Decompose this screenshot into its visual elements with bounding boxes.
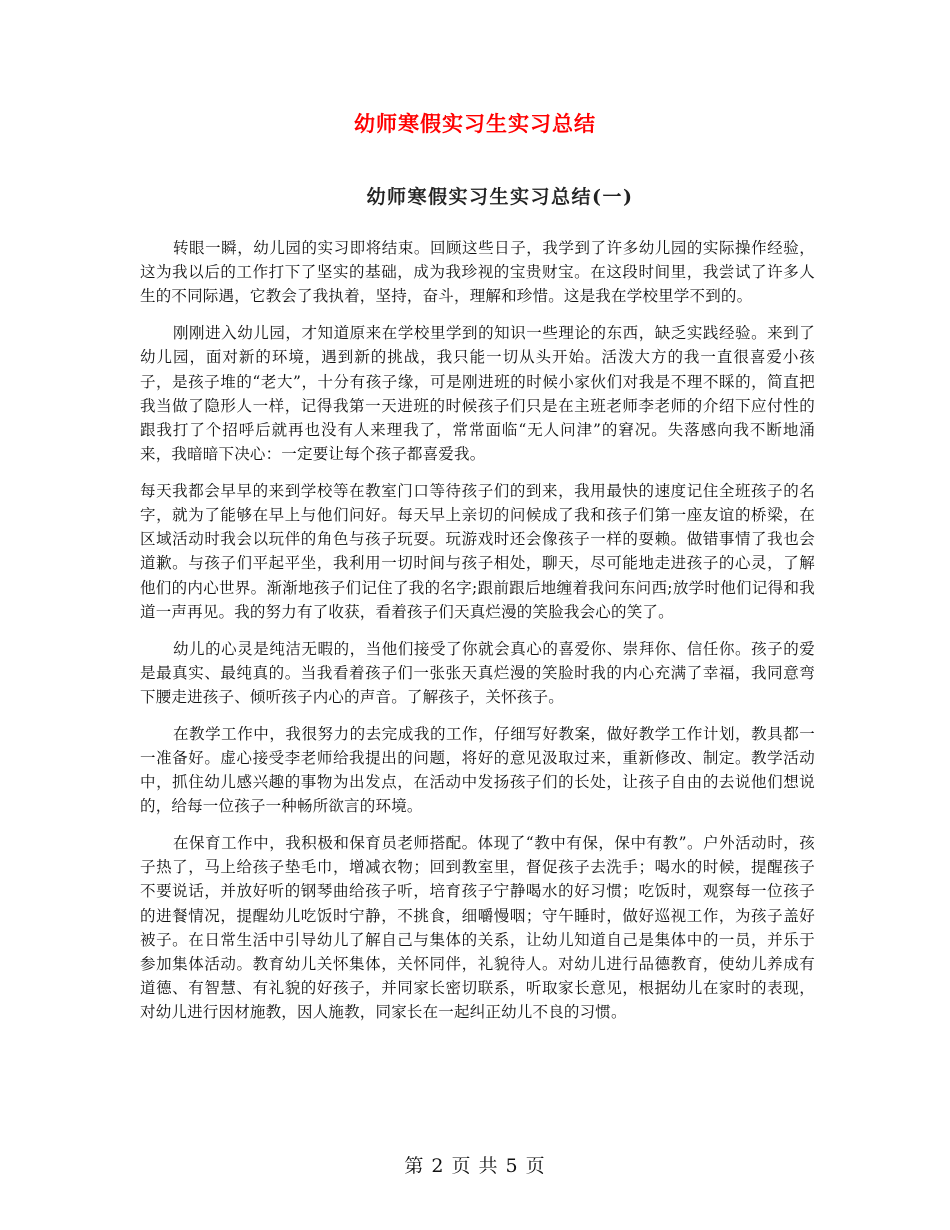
paragraph-3: 每天我都会早早的来到学校等在教室门口等待孩子们的到来，我用最快的速度记住全班孩子的名字，就为了能够在早上与他们问好。每天早上亲切的问候成了我和孩子们第一座友谊的桥梁，在区域活动时我会以玩伴的角色与孩子玩耍。玩游戏时还会像孩子一样的耍赖。做错事情了我也会道歉。与孩子们平起平坐，我利用一切时间与孩子相处，聊天，尽可能地走进孩子的心灵，了解他们的内心世界。渐渐地孩子们记住了我的名字;跟前跟后地缠着我问东问西;放学时他们记得和我道一声再见。我的努力有了收获，看着孩子们天真烂漫的笑脸我会心的笑了。: [140, 481, 815, 621]
page-footer: 第 2 页 共 5 页: [404, 1155, 546, 1177]
paragraph-6: 在保育工作中，我积极和保育员老师搭配。体现了“教中有保，保中有教”。户外活动时，孩子热了，马上给孩子垫毛巾，增减衣物；回到教室里，督促孩子去洗手；喝水的时候，提醒孩子不要说话，并放好听的钢琴曲给孩子听，培育孩子宁静喝水的好习惯；吃饭时，观察每一位孩子的进餐情况，提醒幼儿吃饭时宁静，不挑食，细嚼慢咽；守午睡时，做好巡视工作，为孩子盖好被子。在日常生活中引导幼儿了解自己与集体的关系，让幼儿知道自己是集体中的一员，并乐于参加集体活动。教育幼儿关怀集体，关怀同伴，礼貌待人。对幼儿进行品德教育，使幼儿养成有道德、有智慧、有礼貌的好孩子，并同家长密切联系，听取家长意见，根据幼儿在家时的表现，对幼儿进行因材施教，因人施教，同家长在一起纠正幼儿不良的习惯。: [140, 833, 815, 1022]
paragraph-2: 刚刚进入幼儿园，才知道原来在学校里学到的知识一些理论的东西，缺乏实践经验。来到了幼儿园，面对新的环境，遇到新的挑战，我只能一切从头开始。活泼大方的我一直很喜爱小孩子，是孩子堆的“老大”，十分有孩子缘，可是刚进班的时候小家伙们对我是不理不睬的，简直把我当做了隐形人一样，记得我第一天进班的时候孩子们只是在主班老师李老师的介绍下应付性的跟我打了个招呼后就再也没有人来理我了，常常面临“无人问津”的窘况。失落感向我不断地涌来，我暗暗下决心：一定要让每个孩子都喜爱我。: [140, 324, 815, 464]
paragraph-5: 在教学工作中，我很努力的去完成我的工作，仔细写好教案，做好教学工作计划，教具都一一准备好。虚心接受李老师给我提出的问题，将好的意见汲取过来，重新修改、制定。教学活动中，抓住幼儿感兴趣的事物为出发点，在活动中发扬孩子们的长处，让孩子自由的去说他们想说的，给每一位孩子一种畅所欲言的环境。: [140, 724, 815, 816]
document-subtitle: 幼师寒假实习生实习总结(一): [366, 186, 634, 208]
paragraph-4: 幼儿的心灵是纯洁无暇的，当他们接受了你就会真心的喜爱你、崇拜你、信任你。孩子的爱是最真实、最纯真的。当我看着孩子们一张张天真烂漫的笑脸时我的内心充满了幸福，我同意弯下腰走进孩子、倾听孩子内心的声音。了解孩子，关怀孩子。: [140, 639, 815, 706]
document-title: 幼师寒假实习生实习总结: [354, 112, 596, 136]
paragraph-1: 转眼一瞬，幼儿园的实习即将结束。回顾这些日子，我学到了许多幼儿园的实际操作经验，这为我以后的工作打下了坚实的基础，成为我珍视的宝贵财宝。在这段时间里，我尝试了许多人生的不同际遇，它教会了我执着，坚持，奋斗，理解和珍惜。这是我在学校里学不到的。: [140, 239, 815, 306]
document-body: [140, 236, 815, 1025]
